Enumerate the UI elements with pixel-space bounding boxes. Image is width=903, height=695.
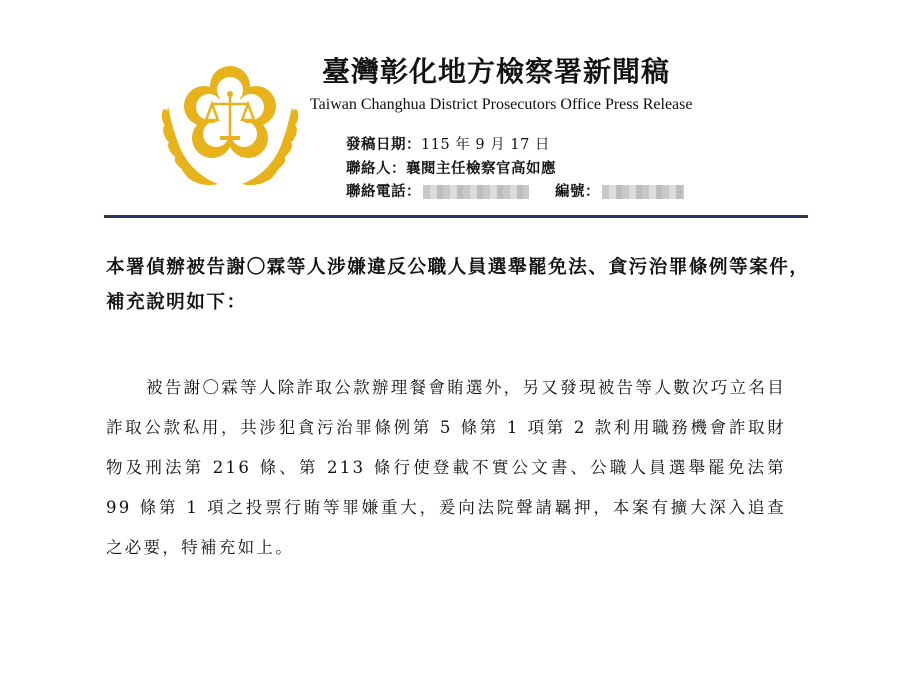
release-date-label: 發稿日期： [346, 136, 421, 153]
number-label: 編號： [555, 183, 600, 200]
prosecutors-office-emblem-icon [158, 66, 302, 192]
contact-row [346, 157, 556, 178]
press-body: 被告謝〇霖等人除詐取公款辦理餐會賄選外，另又發現被告等人數次巧立名目詐取公款私用，共涉犯貪污治罪條例第 5 條第 1 項第 2 款利用職務機會詐取財物及刑法第 216 條、第 213 條行使登載不實公文書、公職人員選舉罷免法第 99 條第 1 項之投票行賄等罪嫌重大，爰向法院聲請羈押，本案有擴大深入追查之必要，特補充如上。 [106, 378, 786, 557]
release-date-value: 115 年 9 月 17 日 [421, 137, 550, 153]
contact-label: 聯絡人： [346, 160, 406, 177]
phone-row [346, 180, 684, 201]
header-divider [104, 215, 808, 218]
page-subtitle: Taiwan Changhua District Prosecutors Office Press Release [310, 96, 693, 113]
phone-label: 聯絡電話： [346, 183, 421, 200]
redacted-phone [423, 185, 529, 199]
contact-value: 襄閱主任檢察官高如應 [406, 160, 556, 177]
release-date-row [346, 133, 550, 154]
press-headline: 本署偵辦被告謝〇霖等人涉嫌違反公職人員選舉罷免法、貪污治罪條例等案件，補充說明如下： [106, 257, 810, 313]
redacted-number [602, 185, 684, 199]
page-title: 臺灣彰化地方檢察署新聞稿 [322, 55, 671, 88]
